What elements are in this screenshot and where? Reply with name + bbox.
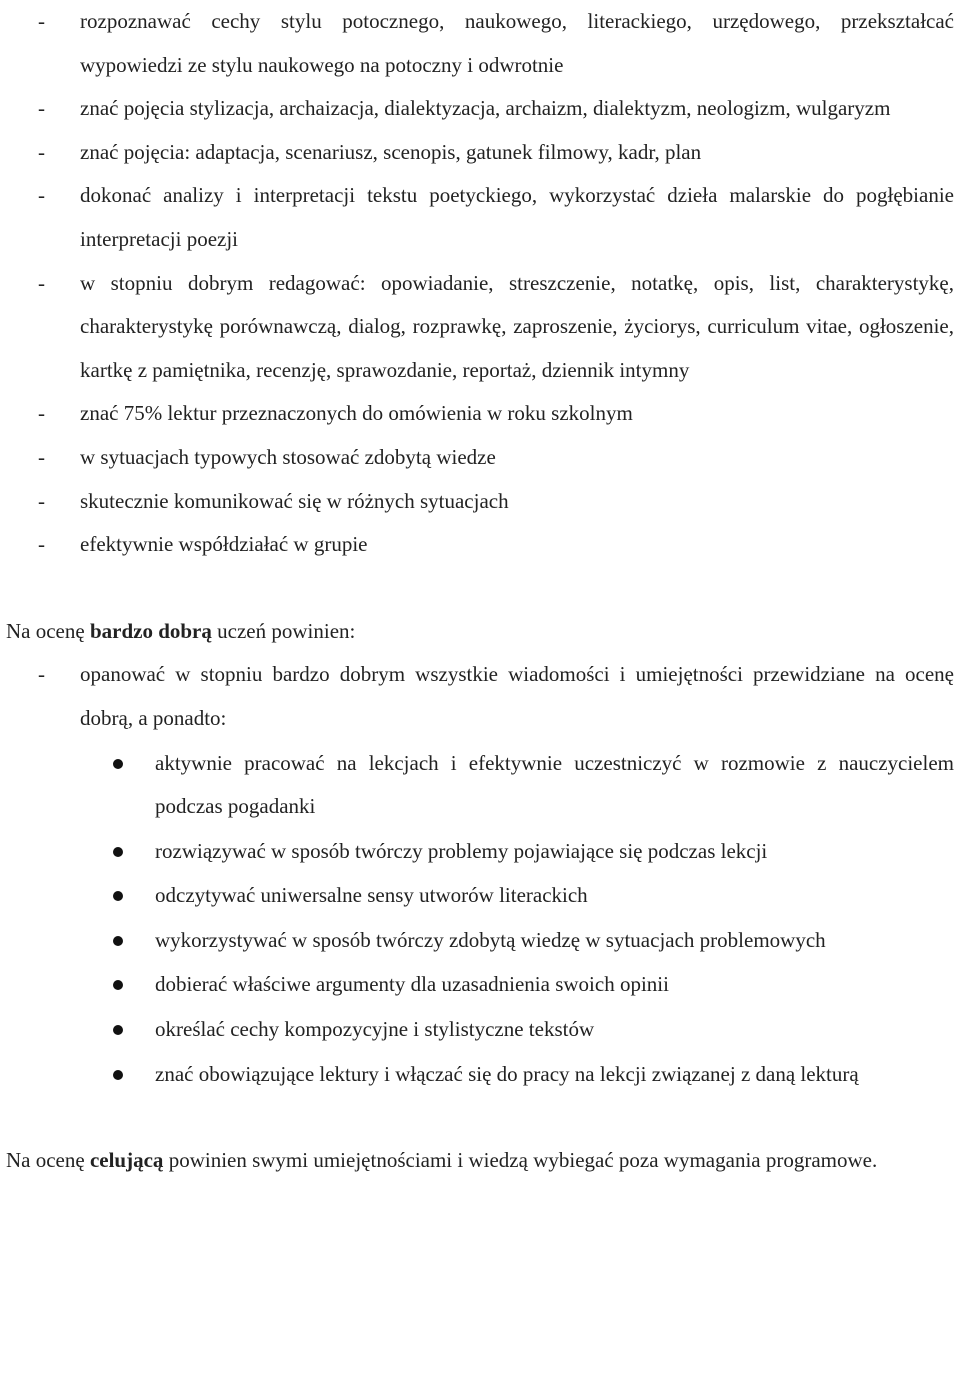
list-item-text: dokonać analizy i interpretacji tekstu poetyckiego, wykorzystać dzieła malarskie do pogłębianie interpretacji poezji (80, 183, 954, 251)
bullet-text: rozwiązywać w sposób twórczy problemy pojawiające się podczas lekcji (155, 838, 768, 863)
bullet-text: dobierać właściwe argumenty dla uzasadnienia swoich opinii (155, 972, 669, 997)
bullet-icon (113, 847, 123, 857)
list-item (0, 174, 960, 261)
list-item-text: skutecznie komunikować się w różnych sytuacjach (80, 488, 509, 513)
list-item (0, 436, 960, 480)
list-item (0, 87, 960, 131)
list-item-text: rozpoznawać cechy stylu potocznego, naukowego, literackiego, urzędowego, przekształcać wypowiedzi ze stylu naukowego na potoczny i odwrotnie (80, 9, 954, 77)
bullet-icon (113, 1025, 123, 1035)
bullet-text: wykorzystywać w sposób twórczy zdobytą wiedzę w sytuacjach problemowych (155, 927, 826, 952)
dash-marker: - (38, 96, 45, 121)
bullet-item (0, 874, 960, 918)
dash-marker: - (38, 183, 45, 208)
list-item-text: znać 75% lektur przeznaczonych do omówienia w roku szkolnym (80, 401, 633, 426)
dash-marker: - (38, 401, 45, 426)
dash-marker: - (38, 532, 45, 557)
very-good-grade-requirements (0, 742, 960, 1097)
list-item-text: znać pojęcia: adaptacja, scenariusz, scenopis, gatunek filmowy, kadr, plan (80, 139, 702, 164)
dash-marker: - (38, 9, 45, 33)
dash-marker: - (38, 139, 45, 164)
list-item (0, 262, 960, 393)
list-item-text: znać pojęcia stylizacja, archaizacja, dialektyzacja, archaizm, dialektyzm, neologizm, wulgaryzm (80, 96, 891, 121)
list-item-text: opanować w stopniu bardzo dobrym wszystkie wiadomości i umiejętności przewidziane na ocenę dobrą, a ponadto: (80, 662, 954, 730)
bullet-item (0, 963, 960, 1007)
list-item (0, 0, 960, 87)
bullet-icon (113, 936, 123, 946)
list-item (0, 131, 960, 175)
bullet-item (0, 742, 960, 829)
excellent-grade-paragraph (0, 1139, 960, 1183)
very-good-grade-heading (0, 610, 960, 654)
good-grade-requirements (0, 0, 960, 567)
bullet-icon (113, 980, 123, 990)
dash-marker: - (38, 662, 45, 687)
list-item (0, 653, 960, 740)
list-item-text: w stopniu dobrym redagować: opowiadanie, streszczenie, notatkę, opis, list, charakterystykę, charakterystykę porównawczą, dialog, rozprawkę, zaproszenie, życiorys, curriculum vitae, ogłoszenie, kartkę z pamiętnika, recenzję, sprawozdanie, reportaż, dziennik intymny (80, 270, 954, 382)
dash-marker: - (38, 488, 45, 513)
list-item-text: w sytuacjach typowych stosować zdobytą wiedze (80, 444, 496, 469)
bullet-item (0, 830, 960, 874)
bullet-icon (113, 759, 123, 769)
bullet-text: aktywnie pracować na lekcjach i efektywnie uczestniczyć w rozmowie z nauczycielem podczas pogadanki (155, 750, 954, 819)
list-item (0, 480, 960, 524)
grade-name: bardzo dobrą (89, 618, 212, 643)
bullet-icon (113, 1070, 123, 1080)
dash-marker: - (38, 444, 45, 469)
heading-suffix: uczeń powinien: (211, 618, 356, 643)
list-item-text: efektywnie współdziałać w grupie (80, 532, 368, 557)
grade-name: celującą (89, 1148, 164, 1173)
heading-prefix: Na ocenę (6, 1148, 90, 1173)
bullet-item (0, 1008, 960, 1052)
bullet-text: odczytywać uniwersalne sensy utworów literackich (155, 883, 588, 908)
heading-suffix: powinien swymi umiejętnościami i wiedzą wybiegać poza wymagania programowe. (163, 1148, 878, 1173)
bullet-text: określać cechy kompozycyjne i stylistyczne tekstów (155, 1017, 595, 1042)
list-item (0, 392, 960, 436)
very-good-grade-intro (0, 653, 960, 740)
bullet-item (0, 1053, 960, 1097)
dash-marker: - (38, 270, 45, 295)
bullet-text: znać obowiązujące lektury i włączać się do pracy na lekcji związanej z daną lekturą (155, 1061, 859, 1086)
bullet-icon (113, 891, 123, 901)
bullet-item (0, 919, 960, 963)
list-item (0, 523, 960, 567)
heading-prefix: Na ocenę (6, 618, 90, 643)
